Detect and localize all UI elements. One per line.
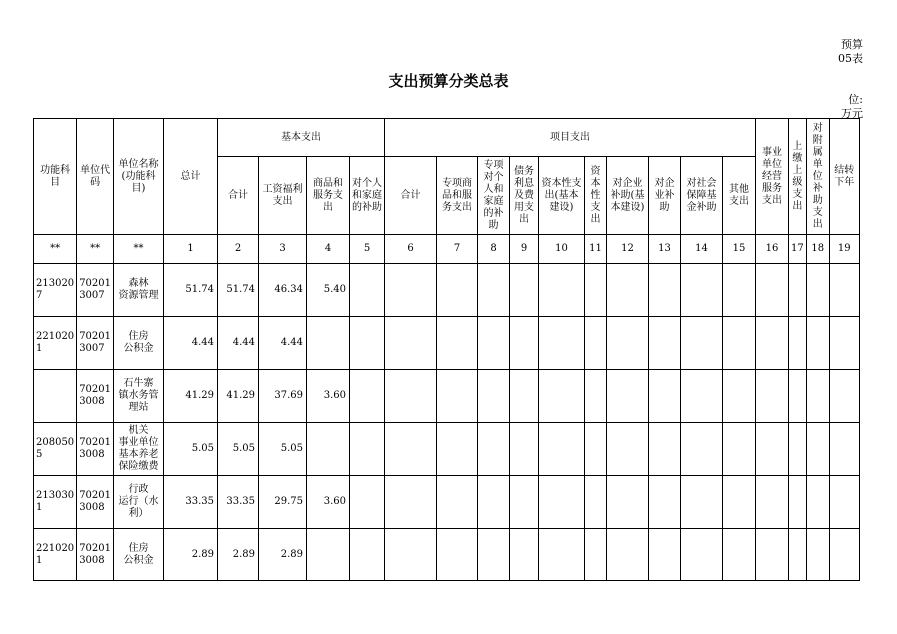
cell-empty bbox=[756, 423, 789, 476]
index-cell: 4 bbox=[307, 235, 350, 264]
cell-wage: 2.89 bbox=[259, 529, 307, 581]
cell-empty bbox=[478, 317, 510, 370]
col-other: 其他支出 bbox=[723, 157, 756, 235]
cell-empty bbox=[585, 264, 607, 317]
cell-empty bbox=[539, 529, 585, 581]
cell-empty bbox=[681, 423, 723, 476]
cell-total: 51.74 bbox=[164, 264, 218, 317]
index-cell: 8 bbox=[478, 235, 510, 264]
cell-empty bbox=[723, 476, 756, 529]
cell-empty bbox=[806, 370, 829, 423]
cell-empty bbox=[385, 476, 437, 529]
cell-empty bbox=[806, 529, 829, 581]
col-enterprise: 对企业补助 bbox=[649, 157, 681, 235]
index-cell: ** bbox=[34, 235, 77, 264]
cell-empty bbox=[789, 529, 807, 581]
index-cell: 12 bbox=[607, 235, 649, 264]
cell-goods: 5.40 bbox=[307, 264, 350, 317]
cell-empty bbox=[829, 317, 859, 370]
col-func: 功能科目 bbox=[34, 119, 77, 235]
col-unit-name: 单位名称(功能科目) bbox=[114, 119, 164, 235]
cell-wage: 46.34 bbox=[259, 264, 307, 317]
index-cell: 11 bbox=[585, 235, 607, 264]
cell-empty bbox=[723, 317, 756, 370]
cell-empty bbox=[789, 476, 807, 529]
cell-empty bbox=[649, 317, 681, 370]
cell-empty bbox=[385, 317, 437, 370]
cell-goods bbox=[307, 317, 350, 370]
cell-empty bbox=[478, 264, 510, 317]
cell-empty bbox=[385, 529, 437, 581]
col-capital: 资本性支出 bbox=[585, 157, 607, 235]
index-cell: ** bbox=[114, 235, 164, 264]
table-row bbox=[34, 370, 860, 423]
table-row bbox=[34, 317, 860, 370]
cell-goods: 3.60 bbox=[307, 476, 350, 529]
index-cell: 7 bbox=[437, 235, 478, 264]
cell-total: 41.29 bbox=[164, 370, 218, 423]
index-cell: 19 bbox=[829, 235, 859, 264]
cell-func: 221020 1 bbox=[34, 317, 77, 370]
cell-empty bbox=[681, 529, 723, 581]
page-title: 支出预算分类总表 bbox=[388, 72, 509, 90]
cell-empty bbox=[649, 370, 681, 423]
cell-empty bbox=[478, 370, 510, 423]
cell-empty bbox=[437, 476, 478, 529]
cell-empty bbox=[539, 423, 585, 476]
cell-empty bbox=[806, 317, 829, 370]
cell-empty bbox=[585, 476, 607, 529]
cell-goods bbox=[307, 423, 350, 476]
cell-empty bbox=[510, 423, 539, 476]
cell-name: 住房 公积金 bbox=[114, 317, 164, 370]
index-cell: 1 bbox=[164, 235, 218, 264]
cell-empty bbox=[437, 317, 478, 370]
cell-goods: 3.60 bbox=[307, 370, 350, 423]
form-number bbox=[838, 38, 863, 66]
col-social: 对社会保障基金补助 bbox=[681, 157, 723, 235]
cell-empty bbox=[350, 317, 385, 370]
cell-empty bbox=[510, 529, 539, 581]
cell-func: 208050 5 bbox=[34, 423, 77, 476]
index-row bbox=[34, 235, 860, 264]
index-cell: 16 bbox=[756, 235, 789, 264]
cell-empty bbox=[756, 529, 789, 581]
index-cell: 3 bbox=[259, 235, 307, 264]
cell-code: 70201 3007 bbox=[77, 264, 114, 317]
cell-total: 2.89 bbox=[164, 529, 218, 581]
cell-empty bbox=[723, 370, 756, 423]
cell-basic_sum: 51.74 bbox=[218, 264, 259, 317]
cell-empty bbox=[829, 529, 859, 581]
cell-code: 70201 3008 bbox=[77, 476, 114, 529]
cell-empty bbox=[649, 476, 681, 529]
cell-empty bbox=[478, 423, 510, 476]
budget-table bbox=[33, 118, 860, 581]
cell-func: 213030 1 bbox=[34, 476, 77, 529]
col-business: 事业单位经营服务支出 bbox=[756, 119, 789, 235]
cell-empty bbox=[756, 317, 789, 370]
cell-empty bbox=[649, 423, 681, 476]
cell-wage: 4.44 bbox=[259, 317, 307, 370]
cell-empty bbox=[510, 264, 539, 317]
cell-empty bbox=[437, 264, 478, 317]
col-affiliated: 对附属单位补助支出 bbox=[806, 119, 829, 235]
col-project-group: 项目支出 bbox=[385, 119, 756, 157]
cell-code: 70201 3007 bbox=[77, 317, 114, 370]
cell-empty bbox=[539, 370, 585, 423]
cell-empty bbox=[829, 423, 859, 476]
unit-label-line2: 万元 bbox=[841, 107, 863, 120]
cell-empty bbox=[681, 370, 723, 423]
col-special-goods: 专项商品和服务支出 bbox=[437, 157, 478, 235]
cell-empty bbox=[806, 264, 829, 317]
col-enterprise-basic: 对企业补助(基本建设) bbox=[607, 157, 649, 235]
cell-empty bbox=[437, 423, 478, 476]
cell-empty bbox=[585, 317, 607, 370]
index-cell: 2 bbox=[218, 235, 259, 264]
cell-empty bbox=[789, 423, 807, 476]
cell-total: 4.44 bbox=[164, 317, 218, 370]
cell-empty bbox=[385, 423, 437, 476]
col-proj-sum: 合计 bbox=[385, 157, 437, 235]
cell-func bbox=[34, 370, 77, 423]
index-cell: 9 bbox=[510, 235, 539, 264]
col-basic-group: 基本支出 bbox=[218, 119, 385, 157]
cell-empty bbox=[789, 370, 807, 423]
col-upper: 上缴上级支出 bbox=[789, 119, 807, 235]
cell-empty bbox=[478, 476, 510, 529]
table-row bbox=[34, 423, 860, 476]
index-cell: 10 bbox=[539, 235, 585, 264]
cell-code: 70201 3008 bbox=[77, 370, 114, 423]
cell-wage: 37.69 bbox=[259, 370, 307, 423]
col-wage: 工资福利支出 bbox=[259, 157, 307, 235]
form-number-line2: 05表 bbox=[838, 52, 863, 65]
cell-empty bbox=[539, 476, 585, 529]
cell-empty bbox=[607, 423, 649, 476]
cell-empty bbox=[585, 529, 607, 581]
cell-empty bbox=[437, 529, 478, 581]
cell-basic_sum: 4.44 bbox=[218, 317, 259, 370]
cell-empty bbox=[607, 317, 649, 370]
cell-name: 行政 运行（水 利） bbox=[114, 476, 164, 529]
cell-goods bbox=[307, 529, 350, 581]
cell-total: 5.05 bbox=[164, 423, 218, 476]
index-cell: 13 bbox=[649, 235, 681, 264]
cell-empty bbox=[385, 264, 437, 317]
table-row bbox=[34, 476, 860, 529]
cell-total: 33.35 bbox=[164, 476, 218, 529]
index-cell: 6 bbox=[385, 235, 437, 264]
cell-empty bbox=[756, 264, 789, 317]
index-cell: 15 bbox=[723, 235, 756, 264]
col-basic-sum: 合计 bbox=[218, 157, 259, 235]
unit-label-line1: 位: bbox=[848, 93, 863, 106]
cell-empty bbox=[806, 476, 829, 529]
cell-wage: 29.75 bbox=[259, 476, 307, 529]
cell-empty bbox=[723, 529, 756, 581]
index-cell: 17 bbox=[789, 235, 807, 264]
cell-name: 石牛寨 镇水务管 理站 bbox=[114, 370, 164, 423]
cell-empty bbox=[649, 529, 681, 581]
cell-func: 213020 7 bbox=[34, 264, 77, 317]
cell-empty bbox=[756, 370, 789, 423]
col-debt: 债务利息及费用支出 bbox=[510, 157, 539, 235]
cell-empty bbox=[756, 476, 789, 529]
cell-empty bbox=[789, 264, 807, 317]
cell-empty bbox=[510, 317, 539, 370]
cell-empty bbox=[350, 423, 385, 476]
cell-empty bbox=[350, 476, 385, 529]
col-total: 总计 bbox=[164, 119, 218, 235]
cell-empty bbox=[350, 264, 385, 317]
cell-code: 70201 3008 bbox=[77, 529, 114, 581]
cell-empty bbox=[607, 370, 649, 423]
cell-empty bbox=[681, 264, 723, 317]
cell-empty bbox=[385, 370, 437, 423]
table-row bbox=[34, 264, 860, 317]
cell-basic_sum: 41.29 bbox=[218, 370, 259, 423]
header-row-1 bbox=[34, 119, 860, 157]
cell-empty bbox=[437, 370, 478, 423]
cell-empty bbox=[350, 370, 385, 423]
cell-empty bbox=[585, 423, 607, 476]
cell-empty bbox=[806, 423, 829, 476]
cell-empty bbox=[829, 476, 859, 529]
cell-empty bbox=[789, 317, 807, 370]
cell-empty bbox=[478, 529, 510, 581]
cell-empty bbox=[607, 529, 649, 581]
cell-empty bbox=[649, 264, 681, 317]
col-capital-basic: 资本性支出(基本建设) bbox=[539, 157, 585, 235]
col-carry: 结转下年 bbox=[829, 119, 859, 235]
cell-empty bbox=[350, 529, 385, 581]
cell-empty bbox=[723, 423, 756, 476]
cell-empty bbox=[510, 370, 539, 423]
col-goods: 商品和服务支出 bbox=[307, 157, 350, 235]
col-personal: 对个人和家庭的补助 bbox=[350, 157, 385, 235]
index-cell: 18 bbox=[806, 235, 829, 264]
cell-empty bbox=[585, 370, 607, 423]
cell-empty bbox=[723, 264, 756, 317]
cell-basic_sum: 2.89 bbox=[218, 529, 259, 581]
cell-empty bbox=[539, 317, 585, 370]
cell-basic_sum: 5.05 bbox=[218, 423, 259, 476]
cell-name: 住房 公积金 bbox=[114, 529, 164, 581]
index-cell: 14 bbox=[681, 235, 723, 264]
cell-wage: 5.05 bbox=[259, 423, 307, 476]
index-cell: ** bbox=[77, 235, 114, 264]
cell-name: 机关 事业单位 基本养老 保险缴费 bbox=[114, 423, 164, 476]
cell-empty bbox=[539, 264, 585, 317]
cell-empty bbox=[607, 264, 649, 317]
cell-code: 70201 3008 bbox=[77, 423, 114, 476]
cell-empty bbox=[681, 317, 723, 370]
cell-empty bbox=[510, 476, 539, 529]
cell-empty bbox=[607, 476, 649, 529]
col-special-personal: 专项对个人和家庭的补助 bbox=[478, 157, 510, 235]
form-number-line1: 预算 bbox=[841, 38, 863, 51]
cell-basic_sum: 33.35 bbox=[218, 476, 259, 529]
cell-empty bbox=[829, 264, 859, 317]
unit-label bbox=[841, 93, 863, 121]
cell-empty bbox=[681, 476, 723, 529]
cell-empty bbox=[829, 370, 859, 423]
table-row bbox=[34, 529, 860, 581]
index-cell: 5 bbox=[350, 235, 385, 264]
cell-func: 221020 1 bbox=[34, 529, 77, 581]
cell-name: 森林 资源管理 bbox=[114, 264, 164, 317]
col-unit-code: 单位代码 bbox=[77, 119, 114, 235]
